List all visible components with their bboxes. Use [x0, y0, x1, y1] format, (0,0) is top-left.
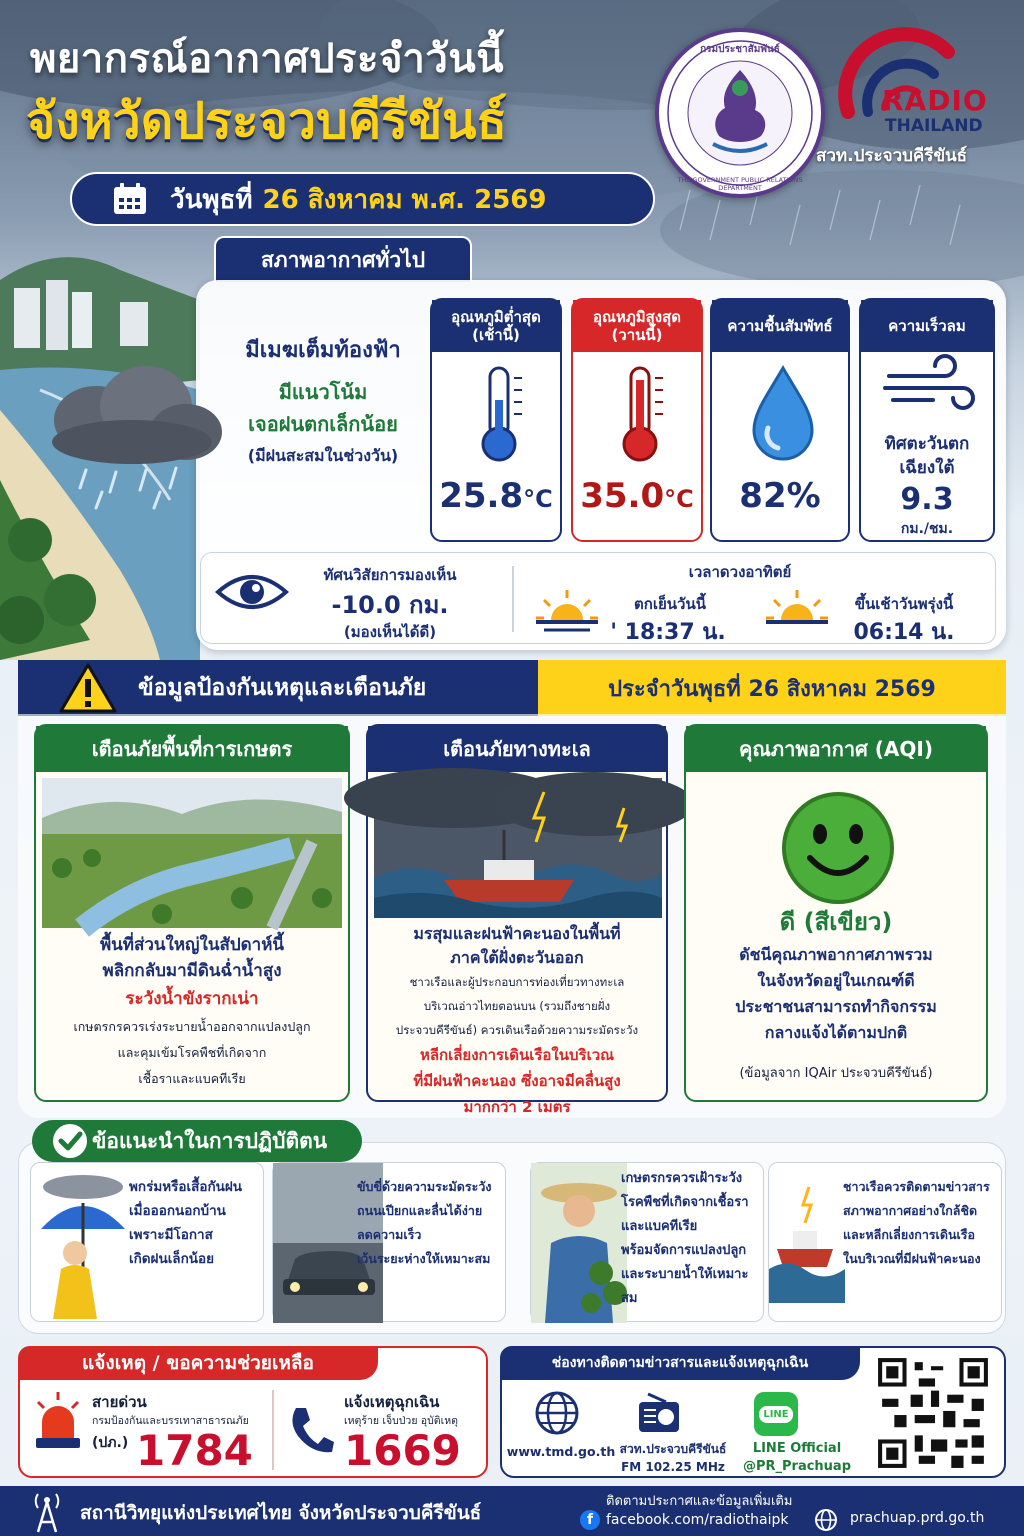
sunset-value: ' 18:37 น.	[610, 620, 726, 645]
advice-umbrella-text: พกร่มหรือเสื้อกันฝน เมื่อออกนอกบ้าน เพราะมีโอกาส เกิดฝนเล็กน้อย	[129, 1179, 242, 1267]
radio-channel-name: สวท.ประจวบคีรีขันธ์	[619, 1442, 727, 1456]
sea-warning-card	[366, 724, 668, 1116]
smiley-face-icon	[778, 788, 898, 908]
station-name: สวท.ประจวบคีรีขันธ์	[816, 146, 968, 166]
advice-driving-text: ขับขี่ด้วยความระมัดระวัง ถนนเปียกและลื่นได้ง่าย ลดความเร็ว เว้นระยะห่างให้เหมาะสม	[357, 1179, 492, 1266]
stormy-sea-boat-illustration	[374, 778, 662, 918]
hotline-org: กรมป้องกันและบรรเทาสาธารณภัย	[92, 1415, 249, 1427]
max-temp-card	[571, 298, 703, 542]
flooded-field-illustration	[42, 778, 342, 928]
line-icon	[754, 1392, 798, 1436]
visibility-value: -10.0 กม.	[331, 591, 449, 619]
siren-icon	[30, 1390, 86, 1450]
radio-icon	[636, 1390, 682, 1436]
sea-warning-header: เตือนภัยทางทะเล	[368, 726, 666, 772]
rain-trend-line2: เจอฝนตกเล็กน้อย	[248, 412, 398, 436]
prd-logo-top-text: กรมประชาสัมพันธ์	[700, 44, 780, 55]
aqi-description: ดัชนีคุณภาพอากาศภาพรวม ในจังหวัดอยู่ในเกณฑ์ดี ประชาชนสามารถทำกิจกรรม กลางแจ้งได้ตามปกติ	[735, 945, 937, 1042]
umbrella-person-illustration	[35, 1173, 131, 1319]
website-footer-link[interactable]: prachuap.prd.go.th	[850, 1510, 985, 1526]
qr-code[interactable]	[874, 1354, 992, 1472]
wind-value: 9.3	[900, 482, 954, 517]
date-prefix: วันพุธที่	[170, 184, 253, 215]
warning-date: ประจำวันพุธที่ 26 สิงหาคม 2569	[538, 660, 1006, 716]
sunrise-label: ขึ้นเช้าวันพรุ่งนี้	[854, 595, 954, 613]
min-temp-sub: (เช้านี้)	[472, 326, 520, 344]
max-temp-header	[573, 300, 701, 352]
water-drop-icon	[748, 364, 818, 464]
thailand-logo-text: THAILAND	[885, 116, 983, 136]
wind-header: ความเร็วลม	[861, 300, 993, 352]
min-temp-header	[432, 300, 560, 352]
humidity-header: ความชื้นสัมพัทธ์	[712, 300, 848, 352]
rain-note: (มีฝนสะสมในช่วงวัน)	[247, 446, 399, 465]
prd-logo-bottom-text: THE GOVERNMENT PUBLIC RELATIONS DEPARTMENT	[677, 176, 803, 192]
sunrise-icon	[764, 586, 830, 636]
facebook-icon: f	[580, 1510, 600, 1530]
general-weather-tab: สภาพอากาศทั่วไป	[214, 236, 472, 282]
sunset-icon	[534, 586, 600, 636]
farmer-illustration	[531, 1163, 627, 1323]
aqi-source: (ข้อมูลจาก IQAir ประจวบคีรีขันธ์)	[739, 1066, 933, 1081]
emergency-title: แจ้งเหตุ / ขอความช่วยเหลือ	[18, 1346, 378, 1380]
date-value: 26 สิงหาคม พ.ศ. 2569	[262, 184, 547, 215]
wind-direction: ทิศตะวันตก เฉียงใต้	[884, 434, 970, 478]
max-temp-value: 35.0°C	[580, 476, 694, 516]
visibility-note: (มองเห็นได้ดี)	[343, 623, 437, 641]
warning-triangle-icon	[58, 662, 118, 714]
humidity-card	[710, 298, 850, 542]
emergency-desc: เหตุร้าย เจ็บป่วย อุบัติเหตุ	[344, 1415, 458, 1427]
hotline-label: สายด่วน	[92, 1393, 147, 1411]
line-icon-label: LINE	[759, 1406, 792, 1423]
facebook-link[interactable]: facebook.com/radiothaipk	[606, 1512, 789, 1528]
advice-farmer-card	[530, 1162, 764, 1322]
agri-warning-card	[34, 724, 350, 1102]
wind-icon	[883, 362, 979, 412]
sun-label: เวลาดวงอาทิตย์	[688, 563, 792, 581]
rain-cloud-icon	[36, 360, 226, 510]
warning-title: ข้อมูลป้องกันเหตุและเตือนภัย	[18, 660, 538, 716]
visibility-label: ทัศนวิสัยการมองเห็น	[323, 566, 457, 584]
agri-warning-header: เตือนภัยพื้นที่การเกษตร	[36, 726, 348, 772]
advice-boat-card	[768, 1162, 1002, 1322]
rain-trend	[228, 376, 418, 440]
calendar-icon	[112, 182, 148, 216]
boat-waves-illustration	[769, 1183, 845, 1303]
website-link[interactable]: www.tmd.go.th	[506, 1444, 616, 1459]
thermometer-cold-icon	[470, 364, 530, 464]
radio-channel[interactable]	[618, 1440, 728, 1476]
advice-boat-text: ชาวเรือควรติดตามข่าวสาร สภาพอากาศอย่างใกล้ชิด และหลีกเลี่ยงการเดินเรือ ในบริเวณที่มีฝนฟ้าคะนอง	[843, 1179, 990, 1266]
footer-station-name: สถานีวิทยุแห่งประเทศไทย จังหวัดประจวบคีรีขันธ์	[80, 1502, 482, 1524]
emergency-label: แจ้งเหตุฉุกเฉิน	[344, 1393, 440, 1411]
hotline-number[interactable]: 1784	[136, 1426, 253, 1475]
warning-banner	[18, 660, 1006, 716]
radio-channel-frequency: FM 102.25 MHz	[621, 1460, 725, 1474]
emergency-number[interactable]: 1669	[344, 1426, 461, 1475]
emergency-divider	[272, 1390, 274, 1470]
min-temp-value: 25.8°C	[439, 476, 553, 516]
min-temp-label: อุณหภูมิต่ำสุด	[451, 308, 541, 326]
panel-divider	[512, 566, 514, 632]
max-temp-sub: (วานนี้)	[611, 326, 663, 344]
phone-icon	[288, 1404, 334, 1454]
radio-logo-text: RADIO	[882, 84, 988, 117]
sunset-label: ตกเย็นวันนี้	[634, 595, 706, 613]
web-globe-icon	[814, 1508, 838, 1532]
wind-unit: กม./ชม.	[900, 521, 954, 537]
page-title: พยากรณ์อากาศประจำวันนี้	[30, 36, 505, 82]
eye-icon	[216, 570, 288, 614]
province-title: จังหวัดประจวบคีรีขันธ์	[26, 92, 507, 150]
date-banner	[70, 172, 655, 226]
sunrise-value: 06:14 น.	[853, 620, 955, 645]
sea-warning-text: มรสุมและฝนฟ้าคะนองในพื้นที่ ภาคใต้ฝั่งตะวันออก ชาวเรือและผู้ประกอบการท่องเที่ยวทางทะเล บริเวณอ่าวไทยตอนบน (รวมถึงชายฝั่ง ประจวบคีรีขันธ์) ควรเดินเรือด้วยความระมัดระวัง หลีกเลี่ยงการเดินเรือในบริเวณ ที่มีฝนฟ้าคะนอง ซึ่งอาจมีคลื่นสูง มากกว่า 2 เมตร	[395, 924, 639, 1116]
max-temp-label: อุณหภูมิสูงสุด	[593, 308, 681, 326]
footer-follow-text: ติดตามประกาศและข้อมูลเพิ่มเติม	[606, 1494, 793, 1509]
globe-icon	[534, 1390, 580, 1436]
advice-title: ข้อแนะนำในการปฏิบัติตน	[32, 1120, 362, 1162]
advice-driving-card	[272, 1162, 506, 1322]
hotline-abbr: (ปภ.)	[92, 1435, 129, 1451]
line-official-label: LINE Official	[752, 1441, 842, 1456]
aqi-status: ดี (สีเขียว)	[779, 908, 893, 936]
line-official[interactable]	[742, 1440, 852, 1476]
aqi-header: คุณภาพอากาศ (AQI)	[686, 726, 986, 772]
sky-condition: มีเมฆเต็มท้องฟ้า	[245, 338, 401, 363]
check-circle-icon	[50, 1121, 90, 1161]
min-temp-card	[430, 298, 562, 542]
humidity-value: 82%	[739, 476, 821, 516]
agri-warning-text: พื้นที่ส่วนใหญ่ในสัปดาห์นี้ พลิกกลับมามีดินฉ่ำน้ำสูง ระวังน้ำขังรากเน่า เกษตรกรควรเร่งระบายน้ำออกจากแปลงปลูก และคุมเข้มโรคพืชที่เกิดจาก เชื้อราและแบคทีเรีย	[73, 935, 311, 1086]
wind-card	[859, 298, 995, 542]
radio-tower-icon	[30, 1492, 64, 1532]
thermometer-hot-icon	[611, 364, 671, 464]
advice-farmer-text: เกษตรกรควรเฝ้าระวัง โรคพืชที่เกิดจากเชื้อรา และแบคทีเรีย พร้อมจัดการแปลงปลูก และระบายน้ำให้เหมาะสม	[621, 1171, 749, 1306]
line-official-id: @PR_Prachuap	[742, 1459, 852, 1474]
rain-trend-line1: มีแนวโน้ม	[278, 380, 368, 404]
channels-title: ช่องทางติดตามข่าวสารและแจ้งเหตุฉุกเฉิน	[500, 1346, 860, 1380]
aqi-card	[684, 724, 988, 1102]
advice-umbrella-card	[30, 1162, 264, 1322]
